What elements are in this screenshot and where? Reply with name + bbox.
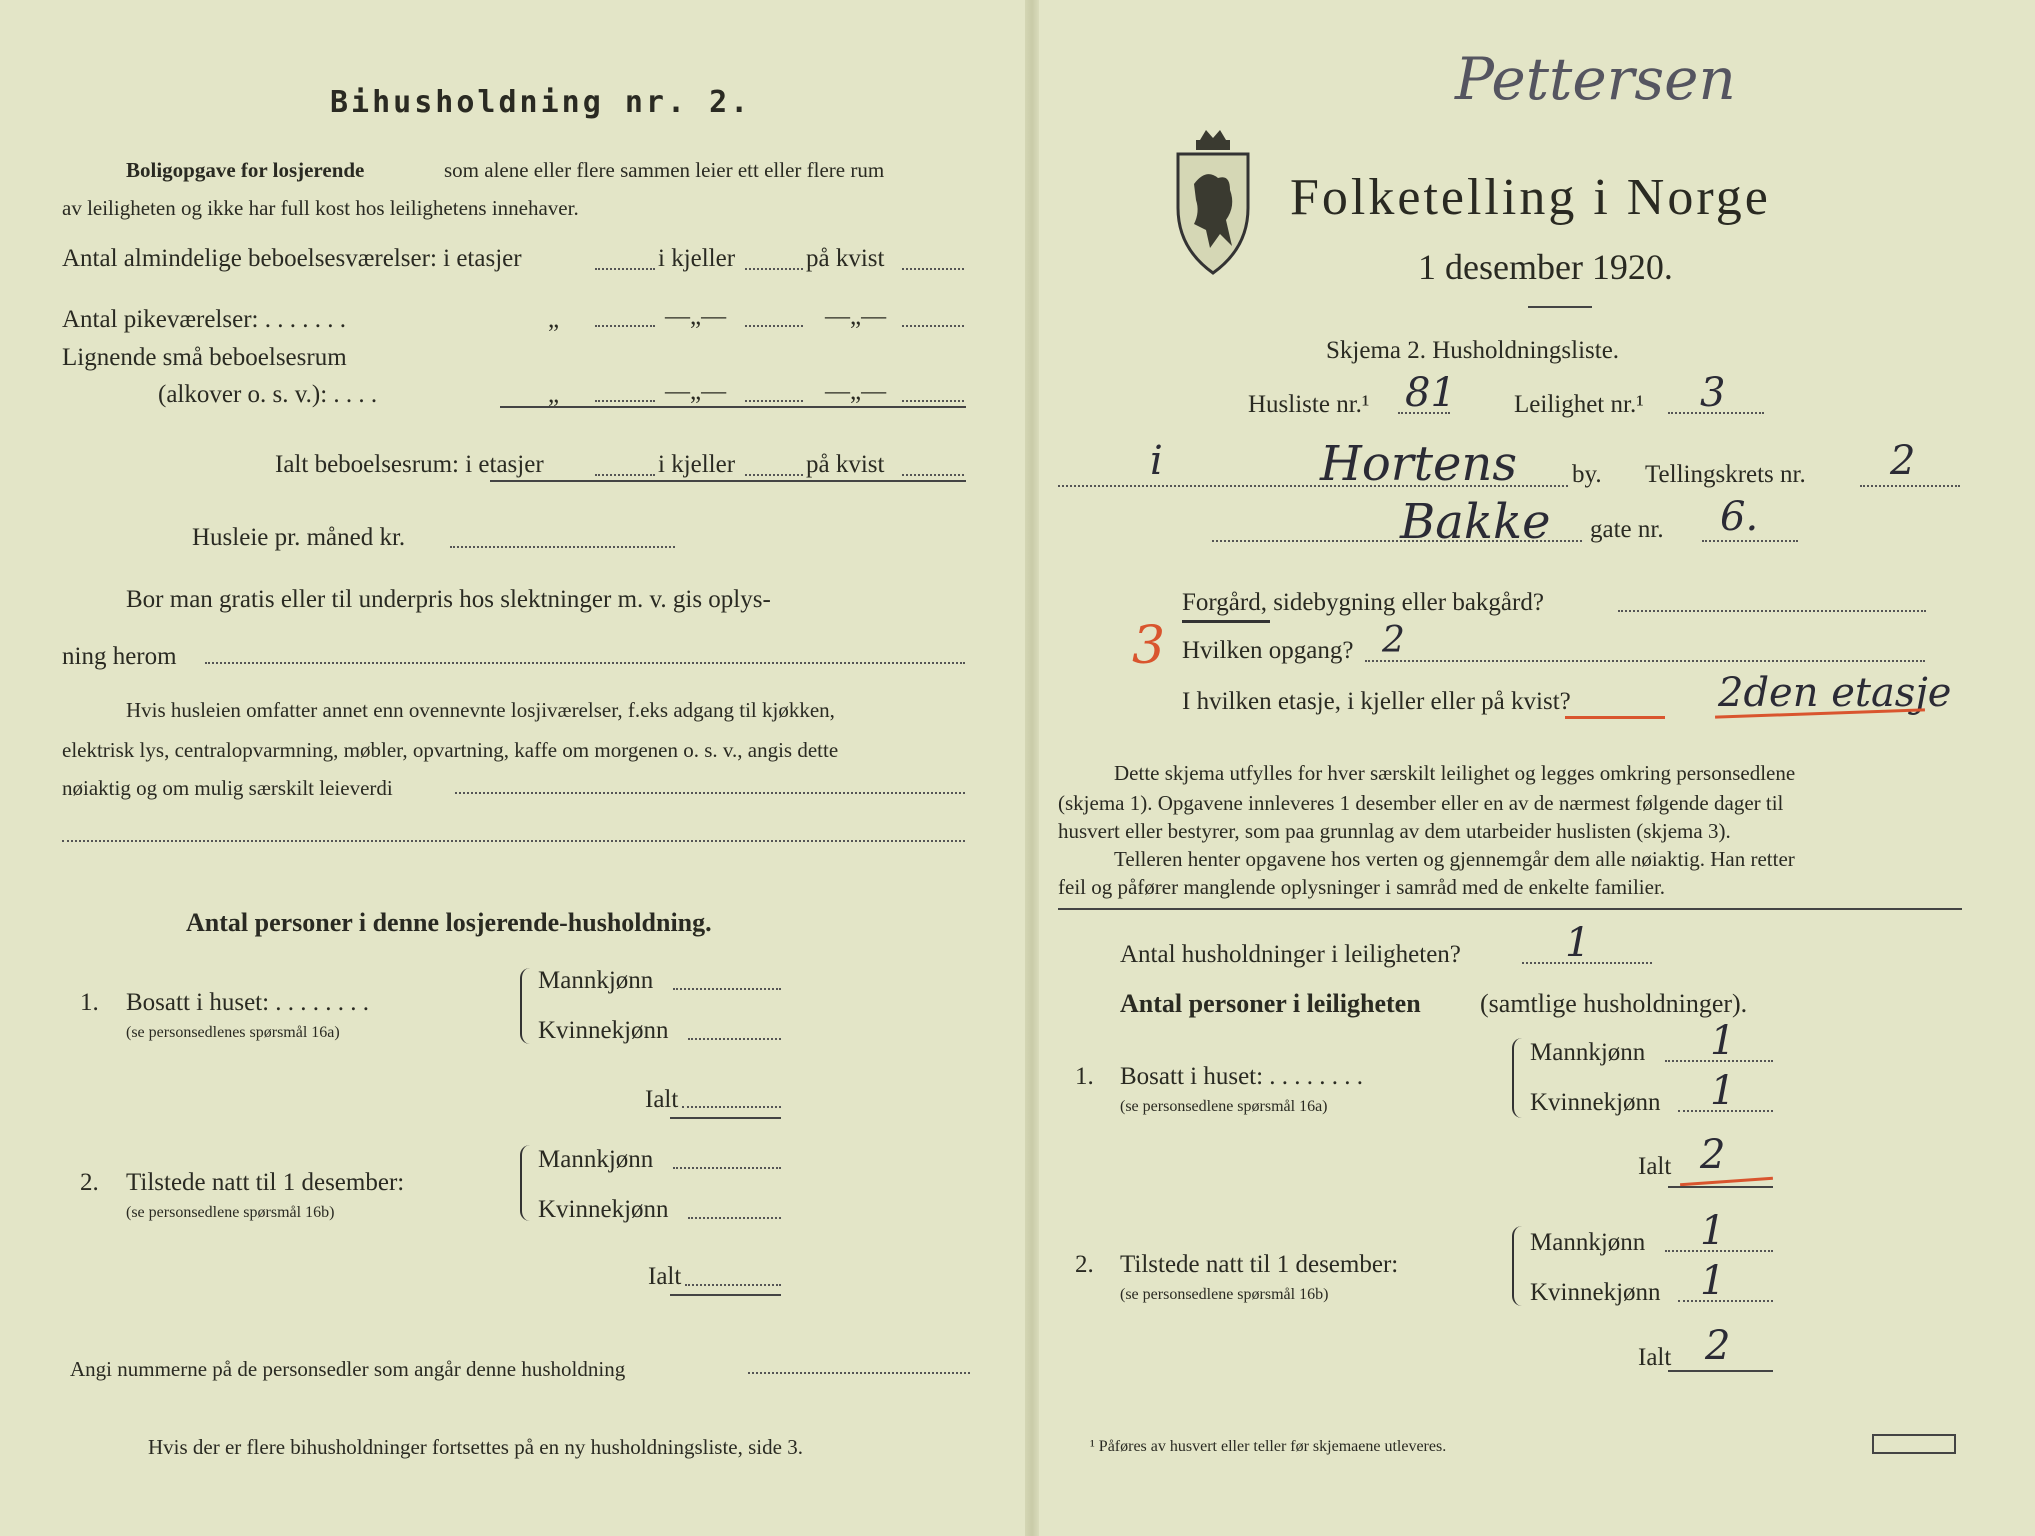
pike-ditto-2: —„—	[665, 303, 727, 330]
left-q1-num: 1.	[80, 989, 99, 1016]
left-q2-sub: (se personsedlene spørsmål 16b)	[126, 1204, 335, 1221]
by-label: by.	[1572, 461, 1602, 488]
ialt-kvist: på kvist	[806, 451, 885, 478]
form-date: 1 desember 1920.	[1418, 247, 1673, 287]
krets-value: 2	[1890, 438, 1916, 484]
i-handwritten: i	[1150, 438, 1163, 484]
right-persons-heading-rest: (samtlige husholdninger).	[1480, 989, 1748, 1018]
right-q2-kvinne-label: Kvinnekjønn	[1530, 1279, 1661, 1306]
left-q1-ialt: Ialt	[645, 1086, 679, 1113]
opgang-line	[1365, 660, 1925, 662]
pike-label: Antal pikeværelser: . . . . . . .	[62, 306, 346, 333]
left-q2-ialt: Ialt	[648, 1263, 682, 1290]
footnote: ¹ Påføres av husvert eller teller før skjemaene utleveres.	[1090, 1438, 1447, 1455]
left-q2-mann: Mannkjønn	[538, 1146, 654, 1173]
right-q2-label: Tilstede natt til 1 desember:	[1120, 1251, 1399, 1278]
right-q2-ialt-value: 2	[1705, 1323, 1731, 1369]
left-q1-brace	[520, 968, 532, 1044]
rooms-kjeller: i kjeller	[658, 245, 736, 272]
right-q2-brace	[1512, 1226, 1524, 1306]
left-q1-sub: (se personsedlenes spørsmål 16a)	[126, 1024, 340, 1041]
ialt-kvist-line	[902, 474, 964, 476]
antal-hush-label: Antal husholdninger i leiligheten?	[1120, 941, 1461, 968]
ialt-etasjer-line	[595, 474, 655, 476]
right-q1-ialt-label: Ialt	[1638, 1153, 1672, 1180]
red-pencil-mark: 3	[1132, 616, 1166, 676]
dette-text-4: Telleren henter opgavene hos verten og gjennemgår dem alle nøiaktig. Han retter	[1114, 847, 1795, 871]
left-q1-ialt-line	[682, 1106, 781, 1108]
ialt-rooms-label: Ialt beboelsesrum: i etasjer	[275, 451, 544, 478]
right-q2-mann-value: 1	[1700, 1208, 1726, 1254]
opgang-label: Hvilken opgang?	[1182, 637, 1354, 664]
lignende-line-1	[595, 400, 655, 402]
lignende-sum-rule	[500, 406, 966, 408]
left-footer: Hvis der er flere bihusholdninger fortsettes på en ny husholdningsliste, side 3.	[148, 1435, 803, 1459]
right-q2-mann-line	[1665, 1250, 1773, 1252]
ialt-kjeller-line	[745, 474, 803, 476]
left-q2-ialt-line	[685, 1284, 781, 1286]
handwritten-name: Pettersen	[1455, 45, 1736, 113]
herom-line	[205, 662, 965, 664]
rooms-etasjer-line	[595, 268, 655, 270]
ialt-kjeller: i kjeller	[658, 451, 736, 478]
intro-bold: Boligopgave for losjerende	[126, 158, 365, 182]
leilighet-value: 3	[1700, 370, 1726, 416]
rooms-label: Antal almindelige beboelsesværelser: i etasjer	[62, 245, 522, 272]
right-q1-ialt-red-mark	[1680, 1177, 1773, 1186]
right-q1-sub: (se personsedlene spørsmål 16a)	[1120, 1098, 1328, 1115]
angi-text: Angi nummerne på de personsedler som angår denne husholdning	[70, 1357, 626, 1381]
gate-nr-label: gate nr.	[1590, 516, 1664, 543]
lignende-ditto-2: —„—	[665, 378, 727, 405]
leieverdi-line	[455, 792, 965, 794]
right-q1-kvinne-value: 1	[1710, 1068, 1736, 1114]
lignende-ditto-3: —„—	[825, 378, 887, 405]
right-q1-mann-line	[1665, 1060, 1773, 1062]
form-title: Folketelling i Norge	[1290, 169, 1771, 226]
leilighet-line	[1668, 412, 1764, 414]
angi-line	[748, 1372, 970, 1374]
antal-hush-line	[1522, 962, 1652, 964]
right-q2-ialt-rule	[1668, 1370, 1773, 1372]
dette-text-2: (skjema 1). Opgavene innleveres 1 desember eller en av de nærmest følgende dager til	[1058, 791, 1784, 815]
norway-coat-of-arms-icon	[1170, 128, 1256, 278]
left-q1-mann: Mannkjønn	[538, 967, 654, 994]
right-q1-ialt-value: 2	[1700, 1132, 1726, 1178]
right-q2-kvinne-line	[1678, 1300, 1773, 1302]
lignende-ditto-1: „	[548, 381, 560, 408]
pike-line-3	[902, 325, 964, 327]
left-q1-kvinne-line	[688, 1038, 781, 1040]
bor-man-text: Bor man gratis eller til underpris hos slektninger m. v. gis oplys-	[126, 586, 771, 613]
city-value: Hortens	[1320, 436, 1517, 492]
lignende-label-2: (alkover o. s. v.): . . . .	[158, 381, 378, 408]
rooms-kvist-line	[902, 268, 964, 270]
hvis-text-3: nøiaktig og om mulig særskilt leieverdi	[62, 776, 393, 800]
title-rule	[1528, 306, 1592, 308]
dette-text-3: husvert eller bestyrer, som paa grunnlag av dem utarbeider huslisten (skjema 3).	[1058, 819, 1731, 843]
pike-ditto-3: —„—	[825, 303, 887, 330]
right-q1-mann-label: Mannkjønn	[1530, 1039, 1646, 1066]
left-q2-ialt-rule	[670, 1294, 781, 1296]
gate-nr-value: 6.	[1720, 494, 1759, 540]
etasje-label: I hvilken etasje, i kjeller eller på kvist?	[1182, 688, 1571, 715]
rooms-kvist: på kvist	[806, 245, 885, 272]
left-q2-kvinne: Kvinnekjønn	[538, 1196, 669, 1223]
right-q2-num: 2.	[1075, 1251, 1094, 1278]
dette-text-1: Dette skjema utfylles for hver særskilt leilighet og legges omkring personsedlene	[1114, 761, 1796, 785]
antal-hush-value: 1	[1565, 920, 1591, 966]
left-q1-kvinne: Kvinnekjønn	[538, 1017, 669, 1044]
opgang-value: 2	[1382, 620, 1405, 661]
left-q1-mann-line	[673, 988, 781, 990]
krets-label: Tellingskrets nr.	[1645, 461, 1806, 488]
left-q2-num: 2.	[80, 1169, 99, 1196]
right-q1-ialt-rule	[1668, 1186, 1773, 1188]
right-q2-kvinne-value: 1	[1700, 1258, 1726, 1304]
husliste-value: 81	[1405, 370, 1456, 416]
lignende-line-2	[745, 400, 803, 402]
pike-line-2	[745, 325, 803, 327]
rooms-kjeller-line	[745, 268, 803, 270]
right-q1-kvinne-line	[1678, 1110, 1773, 1112]
printer-stamp-icon	[1872, 1434, 1956, 1454]
right-q1-kvinne-label: Kvinnekjønn	[1530, 1089, 1661, 1116]
intro-line2: av leiligheten og ikke har full kost hos leilighetens innehaver.	[62, 196, 579, 220]
left-q1-label: Bosatt i huset: . . . . . . . .	[126, 989, 370, 1016]
husleie-label: Husleie pr. måned kr.	[192, 524, 406, 551]
forgaard-label: Forgård, sidebygning eller bakgård?	[1182, 589, 1544, 616]
dette-text-5: feil og påfører manglende oplysninger i samråd med de enkelte familier.	[1058, 875, 1666, 899]
street-value: Bakke	[1400, 494, 1551, 550]
right-q1-mann-value: 1	[1710, 1018, 1736, 1064]
kvist-red-underline	[1565, 716, 1665, 719]
left-q2-label: Tilstede natt til 1 desember:	[126, 1169, 405, 1196]
left-q2-brace	[520, 1145, 532, 1221]
page-fold	[1025, 0, 1039, 1536]
husleie-line	[450, 546, 675, 548]
lignende-label-1: Lignende små beboelsesrum	[62, 344, 347, 371]
right-q2-ialt-label: Ialt	[1638, 1344, 1672, 1371]
forgaard-line	[1618, 610, 1926, 612]
ialt-rule	[490, 480, 966, 482]
forgaard-underline	[1182, 620, 1270, 623]
hvis-text-2: elektrisk lys, centralopvarmning, møbler, opvartning, kaffe om morgenen o. s. v., angis dette	[62, 738, 839, 762]
lignende-line-3	[902, 400, 964, 402]
ning-herom: ning herom	[62, 643, 177, 670]
right-section-rule	[1058, 908, 1962, 910]
etasje-value: 2den etasje	[1718, 670, 1952, 716]
left-q2-kvinne-line	[688, 1217, 781, 1219]
leilighet-label: Leilighet nr.¹	[1514, 391, 1644, 418]
left-title: Bihusholdning nr. 2.	[330, 85, 752, 120]
krets-line	[1860, 485, 1960, 487]
right-q2-mann-label: Mannkjønn	[1530, 1229, 1646, 1256]
leieverdi-line-2	[62, 840, 965, 842]
pike-ditto-1: „	[548, 306, 560, 333]
right-q1-brace	[1512, 1038, 1524, 1118]
intro-rest: som alene eller flere sammen leier ett eller flere rum	[444, 158, 885, 182]
right-persons-heading-bold: Antal personer i leiligheten	[1120, 989, 1421, 1018]
gate-nr-line	[1702, 540, 1798, 542]
husliste-label: Husliste nr.¹	[1248, 391, 1370, 418]
pike-line-1	[595, 325, 655, 327]
right-q1-num: 1.	[1075, 1063, 1094, 1090]
skjema-label: Skjema 2. Husholdningsliste.	[1326, 337, 1620, 364]
husliste-line	[1398, 412, 1450, 414]
left-q1-ialt-rule	[670, 1117, 781, 1119]
left-q2-mann-line	[673, 1167, 781, 1169]
right-q2-sub: (se personsedlene spørsmål 16b)	[1120, 1286, 1329, 1303]
hvis-text-1: Hvis husleien omfatter annet enn ovennevnte losjiværelser, f.eks adgang til kjøkken,	[126, 698, 835, 722]
right-q1-label: Bosatt i huset: . . . . . . . .	[1120, 1063, 1364, 1090]
left-persons-heading: Antal personer i denne losjerende-husholdning.	[186, 908, 712, 937]
